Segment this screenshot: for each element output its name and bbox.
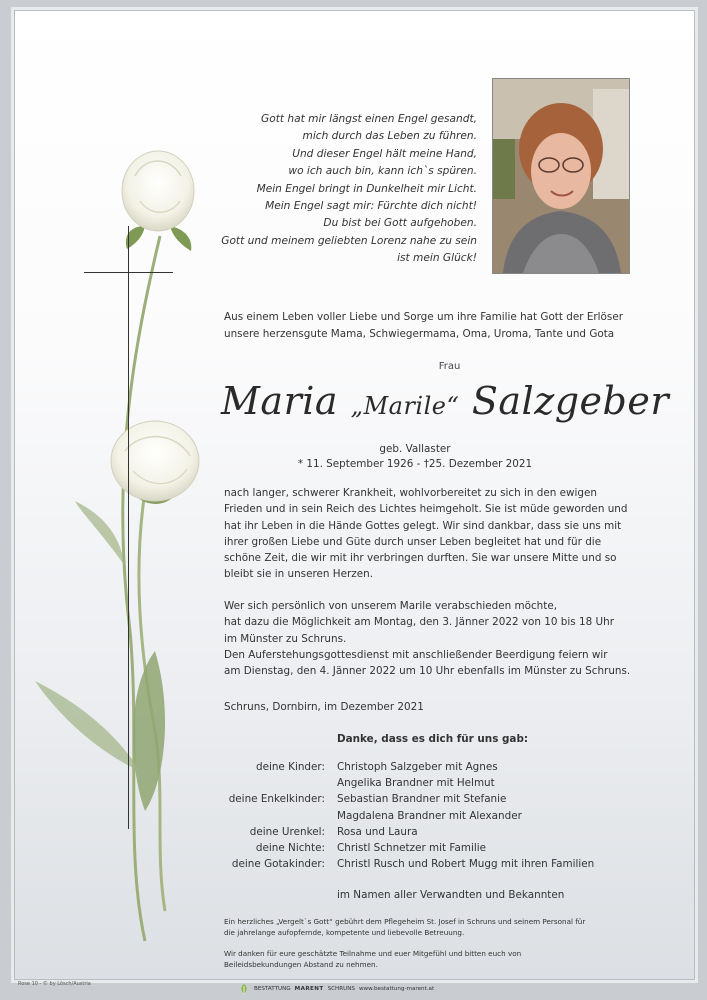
text-line: Frieden und in sein Reich des Lichtes heimgeholt. Sie ist müde geworden und xyxy=(224,503,628,516)
text-line: im Münster zu Schruns. xyxy=(224,632,347,645)
last-name: Salzgeber xyxy=(471,379,670,423)
poem-line: wo ich auch bin, kann ich`s spüren. xyxy=(288,165,477,178)
text-line: nach langer, schwerer Krankheit, wohlvorbereitet zu sich in den ewigen xyxy=(224,487,597,499)
text-line: bleibt sie in unseren Herzen. xyxy=(224,568,374,581)
poem-line: Gott hat mir längst einen Engel gesandt, xyxy=(261,113,477,125)
funeral-home-footer xyxy=(238,983,434,995)
family-row xyxy=(175,775,695,791)
poem-line: Du bist bei Gott aufgehoben. xyxy=(323,217,477,230)
cross-vertical-line xyxy=(128,226,129,829)
intro-line: Aus einem Leben voller Liebe und Sorge um ihre Familie hat Gott der Erlöser xyxy=(224,311,623,323)
family-row xyxy=(175,856,695,872)
text-line: ihrer großen Liebe und Güte durch unser Leben begleitet hat und für die xyxy=(224,535,602,548)
family-names: Rosa und Laura xyxy=(337,825,418,838)
family-names: Christl Rusch und Robert Mugg mit ihren Familien xyxy=(337,858,595,871)
text-line: am Dienstag, den 4. Jänner 2022 um 10 Uhr ebenfalls im Münster zu Schruns. xyxy=(224,665,631,678)
text-line: schöne Zeit, die wir mit ihr verbringen durften. Sie war unsere Mitte und so xyxy=(224,552,617,565)
brand-town: SCHRUNS xyxy=(327,986,355,992)
family-row xyxy=(175,791,695,807)
place-and-date: Schruns, Dornbirn, im Dezember 2021 xyxy=(224,701,424,713)
family-row xyxy=(175,808,695,824)
family-role: deine Urenkel: xyxy=(249,825,325,838)
thanks-heading: Danke, dass es dich für uns gab: xyxy=(337,733,529,745)
family-row xyxy=(175,824,695,840)
poem xyxy=(215,111,477,268)
family-role: deine Gotakinder: xyxy=(231,858,325,871)
poem-line: ist mein Glück! xyxy=(397,252,477,265)
image-credit: Rose 10 - © by Lösch/Austria xyxy=(18,981,91,987)
first-name: Maria xyxy=(221,379,339,423)
family-names: Magdalena Brandner mit Alexander xyxy=(337,809,522,822)
family-names: Sebastian Brandner mit Stefanie xyxy=(337,793,507,806)
family-role: deine Nichte: xyxy=(255,842,325,855)
brand-name: MARENT xyxy=(294,986,324,992)
brand-url[interactable]: www.bestattung-marent.at xyxy=(358,986,435,992)
maiden-name: geb. Vallaster xyxy=(379,443,451,455)
family-role: deine Kinder: xyxy=(255,761,325,773)
note-paragraph: Wir danken für eure geschätzte Teilnahme und euer Mitgefühl und bitten euch von Beileidsbekundungen Abstand zu nehmen. xyxy=(224,949,522,969)
leaf-logo-icon xyxy=(238,983,250,995)
portrait-photo xyxy=(492,78,630,274)
family-row xyxy=(175,840,695,856)
poem-line: Gott und meinem geliebten Lorenz nahe zu sein xyxy=(221,234,477,247)
salutation: Frau xyxy=(438,361,461,372)
life-dates: * 11. September 1926 - †25. Dezember 2021 xyxy=(297,458,533,470)
obituary-card xyxy=(14,10,695,980)
family-role: deine Enkelkinder: xyxy=(228,793,325,806)
poem-line: Mein Engel sagt mir: Fürchte dich nicht! xyxy=(265,200,477,213)
text-line: Den Auferstehungsgottesdienst mit anschließender Beerdigung feiern wir xyxy=(224,648,608,661)
poem-line: Mein Engel bringt in Dunkelheit mir Licht. xyxy=(256,182,477,195)
cross-horizontal-line xyxy=(84,272,173,273)
poem-line: mich durch das Leben zu führen. xyxy=(302,130,477,143)
intro-line: unsere herzensgute Mama, Schwiegermama, Oma, Uroma, Tante und Gota xyxy=(224,327,615,340)
brand-word: BESTATTUNG xyxy=(254,986,291,992)
deceased-name xyxy=(221,379,671,423)
family-role xyxy=(175,775,337,791)
family-role xyxy=(175,808,337,824)
note-paragraph: Ein herzliches „Vergelt`s Gott“ gebührt dem Pflegeheim St. Josef in Schruns und seinem Personal für die jahrelange aufopfernde, kompetente und liebevolle Betreuung. xyxy=(224,917,586,937)
family-names: Christl Schnetzer mit Familie xyxy=(337,842,486,855)
family-names: Christoph Salzgeber mit Agnes xyxy=(337,761,498,773)
nickname: „Marile“ xyxy=(350,392,460,420)
closing-line: im Namen aller Verwandten und Bekannten xyxy=(337,889,565,901)
text-line: Wer sich persönlich von unserem Marile verabschieden möchte, xyxy=(224,600,558,612)
service-info xyxy=(224,598,630,679)
text-line: hat ihr Leben in die Hände Gottes gelegt. Wir sind dankbar, dass sie uns mit xyxy=(224,519,622,532)
family-row xyxy=(175,759,695,775)
family-names: Angelika Brandner mit Helmut xyxy=(337,777,495,790)
announcement-text xyxy=(224,485,627,583)
text-line: hat dazu die Möglichkeit am Montag, den 3. Jänner 2022 von 10 bis 18 Uhr xyxy=(224,616,614,629)
family-list xyxy=(175,759,695,872)
poem-line: Und dieser Engel hält meine Hand, xyxy=(292,147,477,160)
intro-text xyxy=(224,309,623,342)
notes xyxy=(224,916,594,980)
